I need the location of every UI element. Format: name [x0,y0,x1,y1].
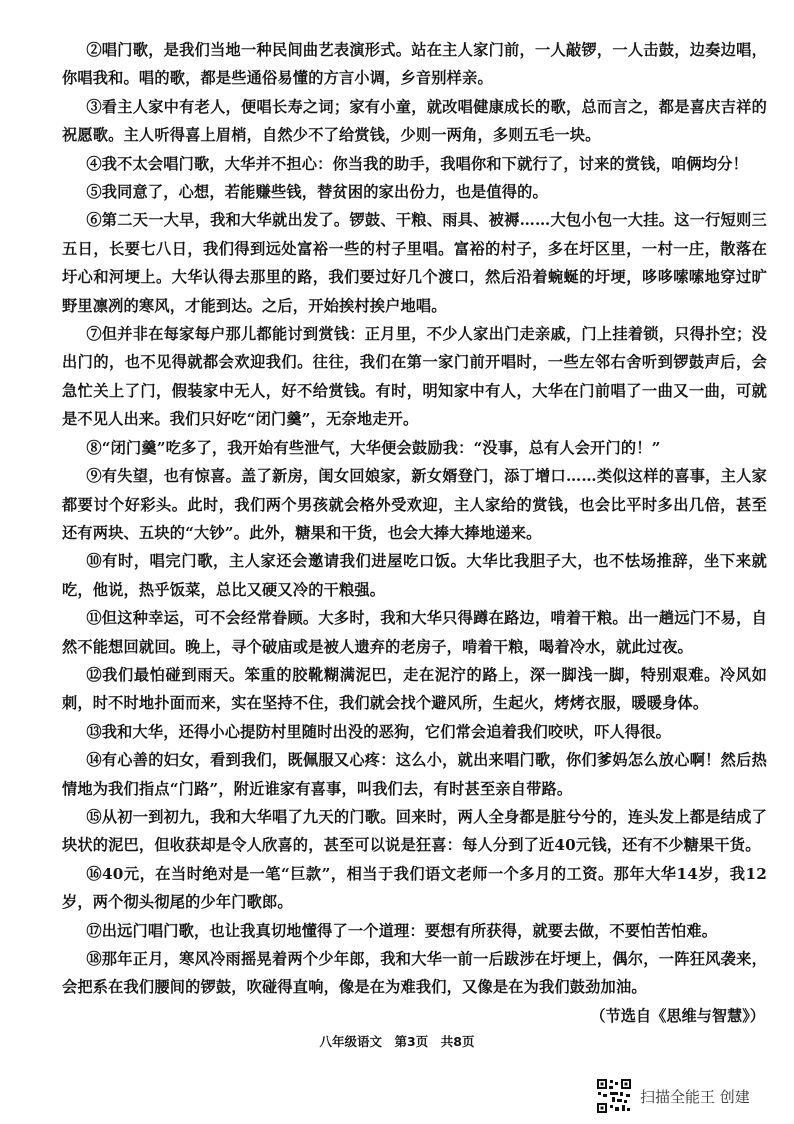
paragraph-5: ⑤我同意了，心想，若能赚些钱，替贫困的家出份力，也是值得的。 [86,183,548,202]
paragraph-16: ⑯40元，在当时绝对是一笔“巨款”，相当于我们语文老师一个多月的工资。那年大华14岁，我12岁，两个彻头彻尾的少年门歌郎。 [62,864,767,912]
source-citation: （节选自《思维与智慧》） [590,1006,765,1025]
paragraph-2: ②唱门歌，是我们当地一种民间曲艺表演形式。站在主人家门前，一人敲锣，一人击鼓，边奏边唱，你唱我和。唱的歌，都是些通俗易懂的方言小调，乡音别样亲。 [62,41,767,88]
paragraph-13: ⑬我和大华，还得小心提防村里随时出没的恶狗，它们常会追着我们咬吠，吓人得很。 [86,722,672,741]
paragraph-7: ⑦但并非在每家每户那儿都能讨到赏钱：正月里，不少人家出门走亲戚，门上挂着锁，只得扑空；没出门的，也不见得就都会欢迎我们。往往，我们在第一家门前开唱时，一些左邻右舍听到锣鼓声后，会急忙关上了门，假装家中无人，好不给赏钱。有时，明知家中有人，大华在门前唱了一曲又一曲，可就是不见人出来。我们只好吃“闭门羹”，无奈地走开。 [62,325,767,429]
paragraph-14: ⑭有心善的妇女，看到我们，既佩服又心疼：这么小，就出来唱门歌，你们爹妈怎么放心啊！然后热情地为我们指点“门路”，附近谁家有喜事，叫我们去，有时甚至亲自带路。 [62,751,767,798]
paragraph-10: ⑩有时，唱完门歌，主人家还会邀请我们进屋吃口饭。大华比我胆子大，也不怯场推辞，坐下来就吃，他说，热乎饭菜，总比又硬又冷的干粮强。 [62,552,767,599]
paragraph-3: ③看主人家中有老人，便唱长寿之词；家有小童，就改唱健康成长的歌，总而言之，都是喜庆吉祥的祝愿歌。主人听得喜上眉梢，自然少不了给赏钱，少则一两角，多则五毛一块。 [62,97,767,145]
scanner-label: 扫描全能王 创建 [640,1087,750,1106]
paragraph-6: ⑥第二天一大早，我和大华就出发了。锣鼓、干粮、雨具、被褥……大包小包一大挂。这一行短则三五日，长要七八日，我们得到远处富裕一些的村子里唱。富裕的村子，多在圩区里，一村一庄，散落在圩心和河埂上。大华认得去那里的路，我们要过好几个渡口，然后沿着蜿蜒的圩埂，哆哆嗦嗦地穿过旷野里凛冽的寒风，才能到达。之后，开始挨村挨户地唱。 [62,211,767,315]
article-body [62,36,767,1030]
page-footer: 八年级语文 第3页 共8页 [319,1034,475,1049]
paragraph-18: ⑱那年正月，寒风冷雨摇晃着两个少年郎，我和大华一前一后跋涉在圩埂上，偶尔，一阵狂风袭来，会把系在我们腰间的锣鼓，吹碰得直响，像是在为难我们，又像是在为我们鼓劲加油。 [62,950,767,997]
paragraph-9: ⑨有失望，也有惊喜。盖了新房，闺女回娘家，新女婿登门，添丁增口……类似这样的喜事，主人家都要讨个好彩头。此时，我们两个男孩就会格外受欢迎，主人家给的赏钱，也会比平时多出几倍，甚至还有两块、五块的“大钞”。此外，糖果和干货，也会大捧大捧地递来。 [62,467,767,542]
paragraph-12: ⑫我们最怕碰到雨天。笨重的胶靴糊满泥巴，走在泥泞的路上，深一脚浅一脚，特别艰难。冷风如刺，时不时地扑面而来，实在坚持不住，我们就会找个避风所，生起火，烤烤衣服，暖暖身体。 [62,665,767,713]
paragraph-8: ⑧“闭门羹”吃多了，我开始有些泄气，大华便会鼓励我：“没事，总有人会开门的！” [86,438,661,457]
qr-code-icon [596,1078,632,1114]
paragraph-15: ⑮从初一到初九，我和大华唱了九天的门歌。回来时，两人全身都是脏兮兮的，连头发上都是结成了块状的泥巴，但收获却是令人欣喜的，甚至可以说是狂喜：每人分到了近40元钱，还有不少糖果干货。 [62,807,767,855]
paragraph-17: ⑰出远门唱门歌，也让我真切地懂得了一个道理：要想有所获得，就要去做，不要怕苦怕难。 [86,921,718,940]
scanner-watermark [596,1076,750,1116]
paragraph-11: ⑪但这种幸运，可不会经常眷顾。大多时，我和大华只得蹲在路边，啃着干粮。出一趟远门不易，自然不能想回就回。晚上，寻个破庙或是被人遗弃的老房子，啃着干粮，喝着冷水，就此过夜。 [62,609,767,656]
paragraph-4: ④我不太会唱门歌，大华并不担心：你当我的助手，我唱你和下就行了，讨来的赏钱，咱俩均分！ [86,154,748,173]
